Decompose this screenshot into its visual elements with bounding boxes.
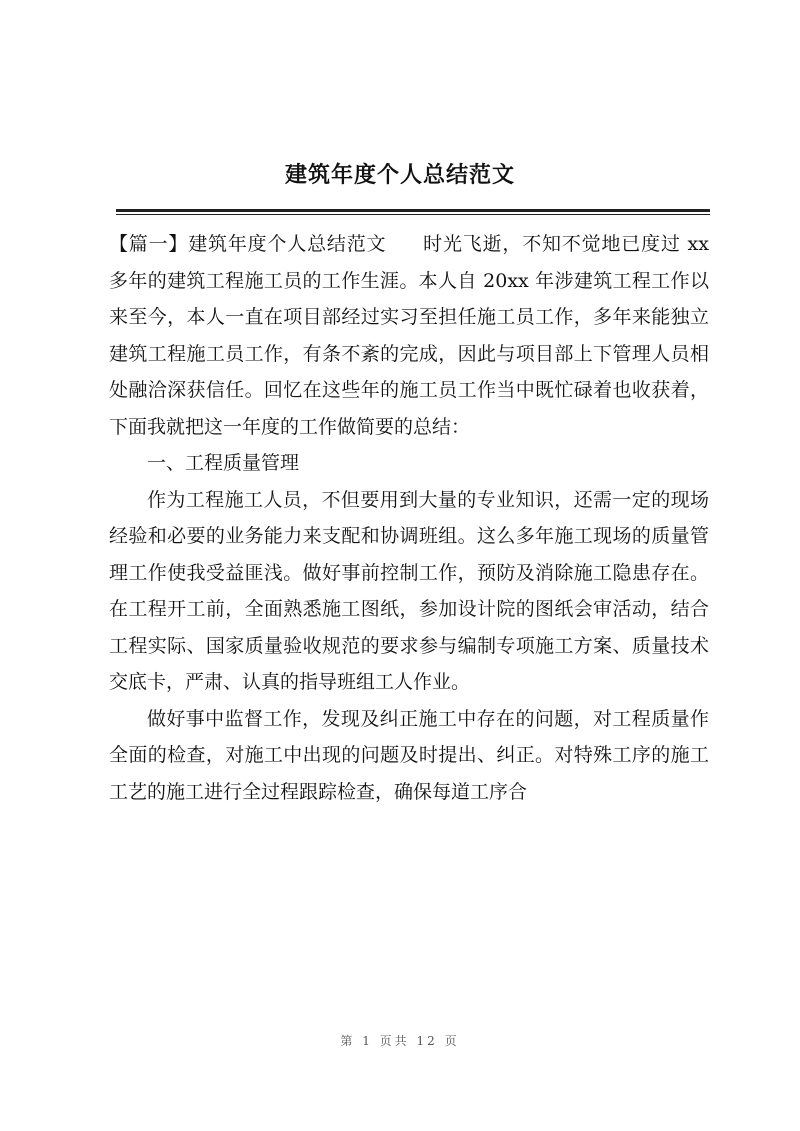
paragraph-quality-2: 做好事中监督工作，发现及纠正施工中存在的问题，对工程质量作全面的检查，对施工中出现的问题及时提出、纠正。对特殊工序的施工工艺的施工进行全过程跟踪检查，确保每道工序合	[109, 707, 709, 803]
title-underline-thick	[116, 209, 710, 212]
document-title: 建筑年度个人总结范文	[284, 163, 515, 188]
section-heading-quality: 一、工程质量管理	[147, 452, 300, 474]
document-body	[109, 226, 709, 810]
title-underline-thin	[116, 214, 710, 215]
intro-paragraph	[109, 226, 709, 445]
intro-text: 时光飞逝，不知不觉地已度过 xx 多年的建筑工程施工员的工作生涯。本人自 20xx 年涉建筑工程工作以来至今，本人一直在项目部经过实习至担任施工员工作，多年来能独立建筑工程施工员工作，有条不紊的完成，因此与项目部上下管理人员相处融洽深获信任。回忆在这些年的施工员工作当中既忙碌着也收获着，下面我就把这一年度的工作做简要的总结：	[109, 233, 709, 438]
section-label: 【篇一】建筑年度个人总结范文	[109, 233, 387, 255]
page-footer: 第 1 页共 12 页	[340, 1034, 460, 1048]
paragraph-quality-1: 作为工程施工人员，不但要用到大量的专业知识，还需一定的现场经验和必要的业务能力来支配和协调班组。这么多年施工现场的质量管理工作使我受益匪浅。做好事前控制工作，预防及消除施工隐患存在。在工程开工前，全面熟悉施工图纸，参加设计院的图纸会审活动，结合工程实际、国家质量验收规范的要求参与编制专项施工方案、质量技术交底卡，严肃、认真的指导班组工人作业。	[109, 488, 709, 693]
